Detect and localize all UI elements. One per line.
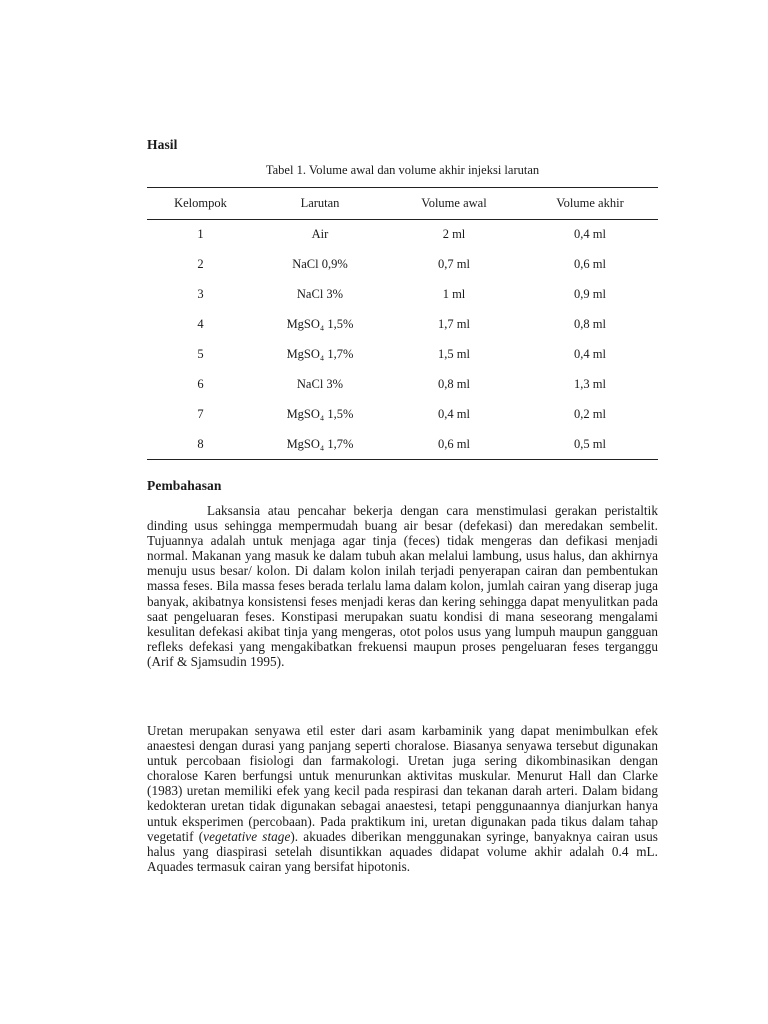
paragraph-uretan (147, 723, 658, 874)
cell-larutan: MgSO₄ 1,7% (286, 347, 354, 361)
italic-term-vegetative-stage: vegetative stage (203, 828, 291, 844)
cell-volume-awal: 2 ml (442, 227, 466, 242)
section-heading-pembahasan: Pembahasan (147, 478, 222, 493)
cell-kelompok: 1 (197, 227, 204, 242)
cell-volume-awal: 1 ml (442, 287, 466, 302)
table-row (147, 250, 658, 280)
cell-kelompok: 5 (197, 347, 204, 361)
paragraph-uretan-text-1: Uretan merupakan senyawa etil ester dari asam karbaminik yang dapat menimbulkan efek anaestesi dengan durasi yang panjang seperti choralose. Biasanya senyawa tersebut digunakan untuk percobaan fisiologi dan farmakologi. Uretan juga sering dikombinasikan dengan choralose Karen berfungsi untuk menurunkan aktivitas muskular. Menurut Hall dan Clarke (1983) uretan memiliki efek yang kecil pada respirasi dan tekanan darah arteri. Dalam bidang kedokteran uretan tidak digunakan sebagai anaestesi, tetapi penggunaannya dianjurkan hanya untuk eksperimen (percobaan). Pada praktikum ini, uretan digunakan pada tikus dalam tahap vegetatif ( (147, 723, 658, 844)
cell-kelompok: 3 (197, 287, 204, 302)
cell-volume-akhir: 0,6 ml (574, 257, 606, 272)
cell-volume-awal: 1,5 ml (438, 347, 470, 361)
cell-kelompok: 2 (197, 257, 204, 272)
results-table (147, 187, 658, 460)
cell-larutan: MgSO₄ 1,5% (286, 406, 354, 421)
cell-volume-akhir: 0,8 ml (574, 317, 606, 332)
cell-volume-awal: 0,7 ml (438, 257, 470, 272)
table-row (147, 280, 658, 310)
table-row (147, 220, 658, 250)
header-larutan: Larutan (254, 188, 386, 220)
table-row (147, 340, 658, 370)
table-row (147, 369, 658, 399)
cell-larutan: NaCl 0,9% (292, 257, 348, 272)
table-caption: Tabel 1. Volume awal dan volume akhir injeksi larutan (265, 163, 540, 177)
cell-kelompok: 4 (197, 317, 204, 332)
paragraph-laksansia: Laksansia atau pencahar bekerja dengan cara menstimulasi gerakan peristaltik dinding usus sehingga mempermudah buang air besar (defekasi) dan meredakan sembelit. Tujuannya adalah untuk menjaga agar tinja (feces) tidak mengeras dan defikasi menjadi normal. Makanan yang masuk ke dalam tubuh akan melalui lambung, usus halus, dan akhirnya menuju usus besar/ kolon. Di dalam kolon inilah terjadi penyerapan cairan dan pembentukan massa feses. Bila massa feses berada terlalu lama dalam kolon, jumlah cairan yang diserap juga banyak, akibatnya konsistensi feses menjadi keras dan kering sehingga dapat menyulitkan pada saat pengeluaran feses. Konstipasi merupakan suatu kondisi di mana seseorang mengalami kesulitan defekasi akibat tinja yang mengeras, otot polos usus yang lumpuh maupun gangguan refleks defekasi yang mengakibatkan frekuensi maupun proses pengeluaran feses terganggu (Arif & Sjamsudin 1995). (147, 503, 658, 669)
table-row (147, 429, 658, 459)
cell-larutan: MgSO₄ 1,7% (254, 429, 386, 459)
cell-larutan: NaCl 3% (296, 376, 344, 391)
cell-volume-awal: 0,8 ml (438, 376, 470, 391)
header-kelompok: Kelompok (147, 188, 254, 220)
cell-larutan: NaCl 3% (296, 287, 344, 302)
cell-kelompok: 6 (197, 376, 204, 391)
table-row (147, 399, 658, 429)
cell-volume-akhir: 0,4 ml (574, 227, 606, 242)
cell-larutan: Air (311, 227, 329, 242)
table-header-row (147, 188, 658, 220)
cell-volume-akhir: 0,9 ml (574, 287, 606, 302)
section-heading-hasil: Hasil (147, 137, 178, 152)
cell-volume-akhir: 0,5 ml (522, 429, 658, 459)
cell-volume-awal: 0,4 ml (438, 406, 470, 421)
cell-volume-akhir: 0,2 ml (574, 406, 606, 421)
cell-volume-akhir: 0,4 ml (574, 347, 606, 361)
cell-kelompok: 7 (197, 406, 204, 421)
table-row (147, 310, 658, 340)
cell-larutan: MgSO₄ 1,5% (286, 317, 354, 332)
cell-kelompok: 8 (147, 429, 254, 459)
cell-volume-awal: 1,7 ml (438, 317, 470, 332)
paragraph-uretan-text-2: ). akuades diberikan menggunakan syringe, banyaknya cairan usus halus yang diaspirasi setelah disuntikkan aquades didapat volume akhir adalah 0.4 mL. Aquades termasuk cairan yang bersifat hipotonis. (147, 828, 658, 874)
cell-volume-akhir: 1,3 ml (574, 376, 606, 391)
cell-volume-awal: 0,6 ml (386, 429, 522, 459)
header-volume-awal: Volume awal (386, 188, 522, 220)
header-volume-akhir: Volume akhir (522, 188, 658, 220)
